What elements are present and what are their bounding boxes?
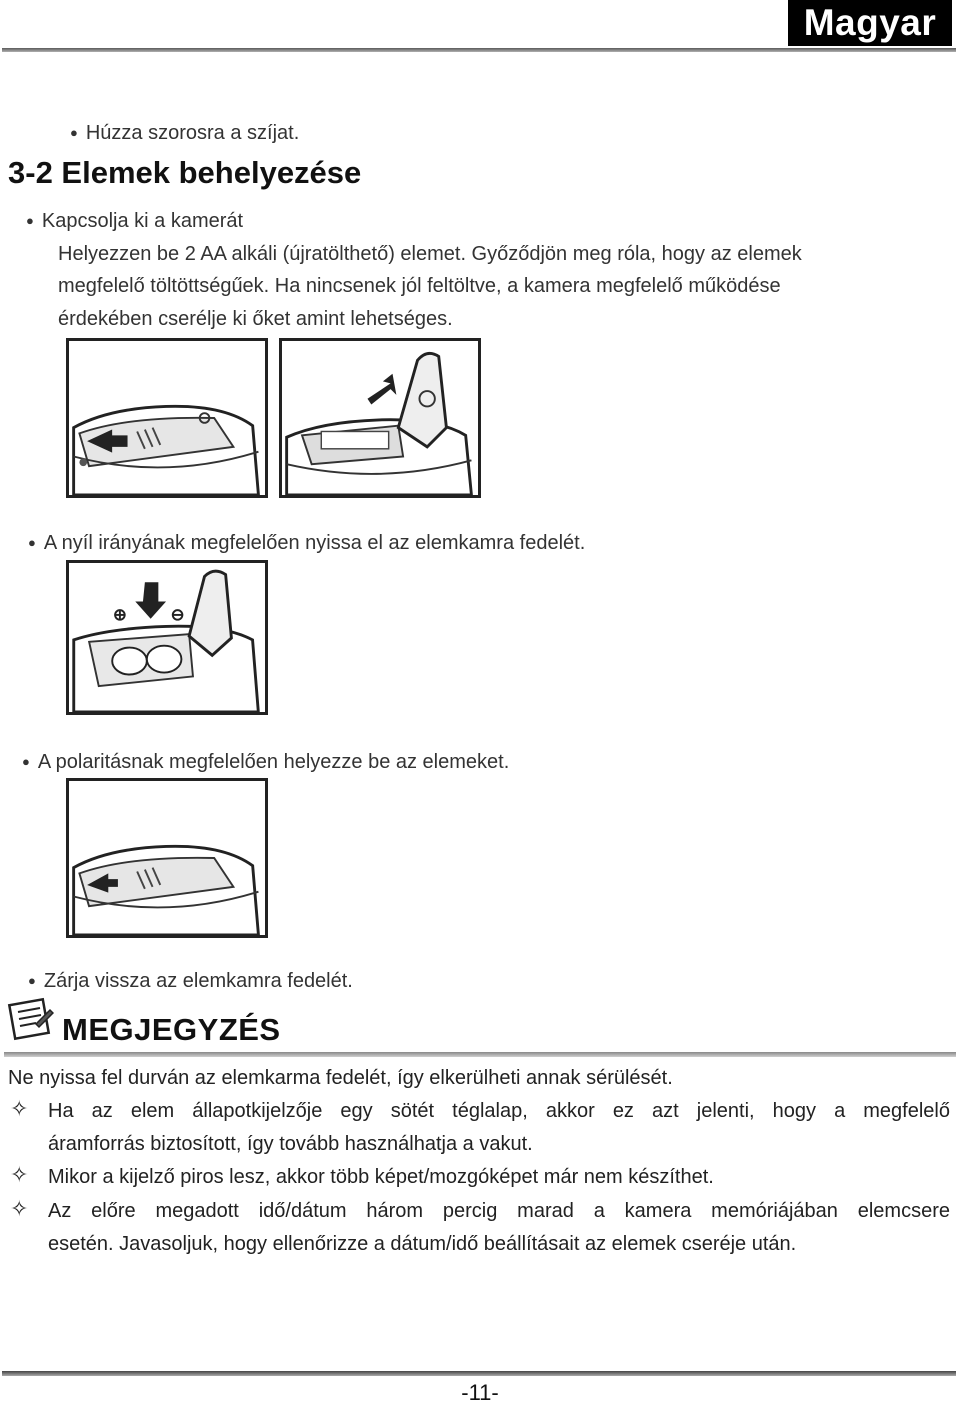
bullet-turn-off-text: Kapcsolja ki a kamerát bbox=[41, 210, 244, 232]
step-close-cover bbox=[28, 965, 353, 999]
para-line-2: megfelelő töltöttségűek. Ha nincsenek jól feltöltve, a kamera megfelelő működése bbox=[58, 275, 781, 297]
step-open-cover-text: A nyíl irányának megfelelően nyissa el az elemkamra fedelét. bbox=[43, 532, 586, 554]
note-item-1-line-2: áramforrás biztosított, így tovább használhatja a vakut. bbox=[48, 1133, 533, 1155]
camera-closed-illustration bbox=[69, 341, 265, 495]
figure-insert-batteries bbox=[66, 560, 268, 715]
bullet-turn-off bbox=[26, 205, 243, 239]
language-tab: Magyar bbox=[788, 0, 952, 46]
step-open-cover bbox=[28, 527, 585, 561]
note-item-3-line-2: esetén. Javasoljuk, hogy ellenőrizze a dátum/idő beállításait az elemek cseréje után. bbox=[48, 1233, 797, 1255]
para-line-1: Helyezzen be 2 AA alkáli (újratölthető) elemet. Győződjön meg róla, hogy az elemek bbox=[58, 243, 802, 265]
footer-rule bbox=[2, 1371, 956, 1376]
figure-cover-open bbox=[279, 338, 481, 498]
note-bullet-3-icon: ✧ bbox=[10, 1196, 29, 1221]
step-insert-batteries bbox=[22, 746, 509, 780]
intro-bullet-text: Húzza szorosra a szíjat. bbox=[85, 122, 300, 144]
note-icon bbox=[6, 994, 54, 1042]
intro-bullet bbox=[70, 117, 299, 151]
note-bullet-1-icon: ✧ bbox=[10, 1096, 29, 1121]
note-heading: MEGJEGYZÉS bbox=[62, 1012, 281, 1047]
para-line-3: érdekében cserélje ki őket amint lehetséges. bbox=[58, 308, 453, 330]
step-insert-batteries-text: A polaritásnak megfelelően helyezze be az elemeket. bbox=[37, 751, 510, 773]
step-close-cover-text: Zárja vissza az elemkamra fedelét. bbox=[43, 970, 353, 992]
camera-batteries-illustration bbox=[69, 563, 265, 712]
note-item-2-line-1: Mikor a kijelző piros lesz, akkor több képet/mozgóképet már nem készíthet. bbox=[48, 1166, 714, 1188]
figure-cover-slide bbox=[66, 338, 268, 498]
camera-open-illustration bbox=[282, 341, 478, 495]
note-item-1-line-1: Ha az elem állapotkijelzője egy sötét téglalap, akkor ez azt jelenti, hogy a megfelelő bbox=[48, 1100, 950, 1122]
note-rule bbox=[4, 1052, 956, 1057]
figure-close-cover bbox=[66, 778, 268, 938]
note-intro: Ne nyissa fel durván az elemkarma fedelét, így elkerülheti annak sérülését. bbox=[8, 1067, 673, 1089]
page-number: -11- bbox=[461, 1380, 499, 1405]
camera-close-illustration bbox=[69, 781, 265, 935]
header-rule bbox=[2, 48, 956, 52]
section-title: 3-2 Elemek behelyezése bbox=[8, 155, 362, 190]
note-bullet-2-icon: ✧ bbox=[10, 1162, 29, 1187]
note-item-3-line-1: Az előre megadott idő/dátum három percig marad a kamera memóriájában elemcsere bbox=[48, 1200, 950, 1222]
